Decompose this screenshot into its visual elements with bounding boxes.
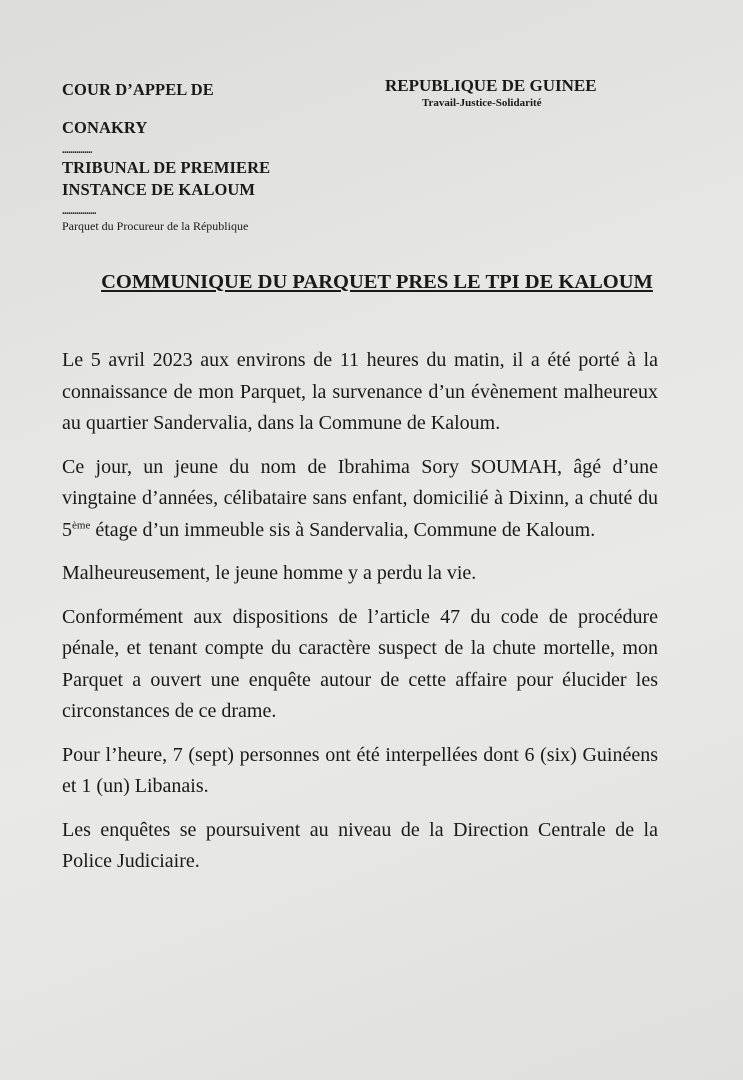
paragraph: Le 5 avril 2023 aux environs de 11 heures du matin, il a été porté à la connaissance de mon Parquet, la survenance d’un évènement malheureux au quartier Sandervalia, dans la Commune de Kaloum. (62, 349, 658, 434)
document-title: COMMUNIQUE DU PARQUET PRES LE TPI DE KALOUM (101, 271, 653, 293)
paragraph: Malheureusement, le jeune homme y a perdu la vie. (62, 562, 477, 584)
tribunal-line-2: INSTANCE DE KALOUM (62, 180, 256, 199)
superscript: ème (72, 518, 91, 531)
office-name: Parquet du Procureur de la République (62, 219, 249, 233)
document-body (62, 345, 658, 890)
court-name: COUR D’APPEL DE (62, 80, 214, 99)
court-city: CONAKRY (62, 118, 148, 137)
tribunal-line-1: TRIBUNAL DE PREMIERE (62, 158, 271, 177)
separator: ............... (62, 145, 92, 156)
paragraph (62, 452, 658, 547)
paragraph-text: étage d’un immeuble sis à Sandervalia, Commune de Kaloum. (90, 518, 596, 541)
country-name: REPUBLIQUE DE GUINEE (385, 76, 597, 95)
paragraph: Les enquêtes se poursuivent au niveau de la Direction Centrale de la Police Judiciaire. (62, 818, 658, 872)
country-motto: Travail-Justice-Solidarité (422, 97, 542, 109)
paragraph: Pour l’heure, 7 (sept) personnes ont été interpellées dont 6 (six) Guinéens et 1 (un) Libanais. (62, 743, 658, 797)
paragraph-text: Ce jour, un jeune du nom de Ibrahima Sory SOUMAH, âgé d’une vingtaine d’années, célibataire sans enfant, domicilié à Dixinn, a chuté du 5 (62, 455, 658, 541)
separator: ................. (62, 206, 96, 217)
paragraph: Conformément aux dispositions de l’article 47 du code de procédure pénale, et tenant compte du caractère suspect de la chute mortelle, mon Parquet a ouvert une enquête autour de cette affaire pour élucider les circonstances de ce drame. (62, 605, 658, 722)
